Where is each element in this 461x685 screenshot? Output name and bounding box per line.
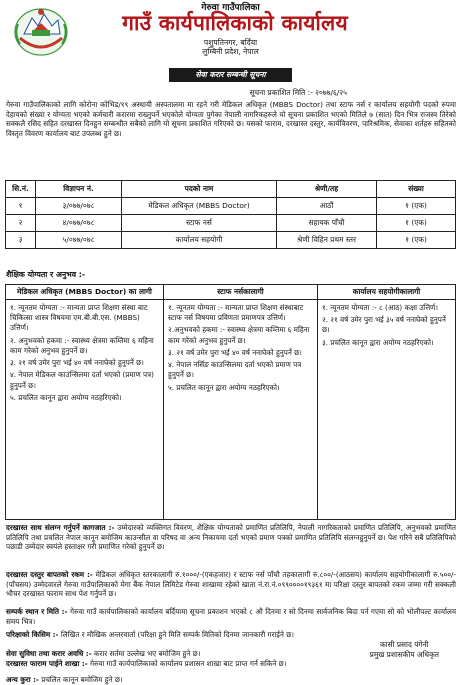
header-serial: सि.नं. — [6, 181, 36, 198]
list-item: ५. प्रचलित कानून द्वारा अयोग्य नठहरिएको। — [168, 382, 280, 392]
list-item: ३. २१ वर्ष उमेर पुरा भई ४० वर्ष ननाघेको हुनुपर्ने छ। — [10, 358, 144, 368]
office-title: गाउँ कार्यपालिकाको कार्यालय — [122, 11, 348, 35]
contact-section — [6, 607, 456, 626]
cell-ad-number: ४/०७७/०७८ — [36, 215, 122, 232]
list-item: ३. २१ वर्ष उमेर पुरा भई ४० वर्ष ननाघेको हुनुपर्ने छ। — [168, 347, 302, 357]
signatory-name: कासी प्रसाद पंगेनी — [379, 640, 429, 649]
gaupalika-name: गेरुवा गाउँपालिका — [201, 3, 260, 13]
table-row — [6, 215, 456, 232]
qualification-list — [164, 300, 317, 398]
publish-date: सूचना प्रकाशित मिति :- २०७७/६/२५ — [249, 88, 347, 97]
list-item: १. न्यूनतम योग्यता :- मान्यता प्राप्त शिक्षण संस्था बाट चिकित्सा शास्त्र विषयमा एम.बी.बी.एस. (MBBS) उत्तिर्ण। — [10, 303, 148, 333]
list-item: २.अनुभवको हकमा :- स्वास्थ्य क्षेत्रमा कम्तिमा ६ महिना काम गरेको अनुभव हुनुपर्ने छ। — [168, 325, 310, 345]
cell-serial: ३ — [6, 232, 36, 249]
qualification-column-office-assistant — [317, 285, 455, 519]
cell-count: १ (एक) — [377, 198, 456, 215]
other-text: प्रचलित कानून बमोजिम हुने छ। — [41, 675, 123, 684]
column-title: कार्यालय सहयोगीकालागी — [318, 285, 455, 300]
header-level: श्रेणी/तह — [277, 181, 377, 198]
duration-text: करार सर्तमा उल्लेख भए बमोजिम हुने छ। — [93, 649, 201, 658]
other-section — [6, 675, 276, 685]
signatory-designation: प्रमुख प्रशासकीय अधिकृत — [369, 650, 439, 660]
cell-post-name: कार्यालय सहयोगी — [122, 232, 277, 249]
cell-level: आठौं — [277, 198, 377, 215]
cell-serial: १ — [6, 198, 36, 215]
other-label: अन्य कुरा :- — [6, 675, 39, 684]
table-row — [6, 232, 456, 249]
fee-text: मेडिकल अधिकृत स्तरकालागी रु.१०००/-(एकहजार) र स्टाफ नर्स पाँचौ तहकालागी रु.८००/-(आठसय) कार्यालय सहयोगीकालागी रु.५००/- (पाँचसय) उम्मेदवारले गेरुवा गाउँपालिकाको मेगा बैंक नेपाल लिमिटेड गेरुवा शाखामा रहेको खाता नं.रा.नं.०९९००००१९३६१ मा परिक्षा दस्तुर बापतको रकम जम्मा गरी सक्कली भौचर दरखास्त फाराम साथ पेश गर्नुपर्ने छ। — [6, 570, 456, 599]
cell-count: १ (एक) — [377, 215, 456, 232]
address-line-2: लुम्बिनी प्रदेश, नेपाल — [202, 47, 259, 56]
fee-section — [6, 570, 456, 599]
header-ad-number: विज्ञापन नं. — [36, 181, 122, 198]
exam-type-section — [6, 630, 336, 640]
documents-label: दरखास्त साथ संलग्न गर्नुपर्ने कागजात :- — [6, 523, 115, 532]
intro-paragraph: गेरुवा गाउँपालिकाको लागि कोरोना कोभिड/१९ अस्थायी अस्पतालमा मा रहने गरी मेडिकल अधिकृत (MBBS Doctor) तथा स्टाफ नर्स र कार्यालय सहयोगी पदको रुपमा देहायको संख्या र योग्यता भएको कर्मचारी करारमा राख्नुपर्ने भएकोले योग्यता पुगेका नेपाली नागरिकहरुले यो सूचना प्रकाशित भएको मितिले ७ (सात) दिन भित्र राजस्व तिरेको सक्कलै रसिद सहित दरखास्त दिनहुन सम्बन्धीत सबैको लागि यो सूचना प्रकाशित गरिएको छ। यसको फाराम, दरखास्त दस्तुर, कार्यविवरण, पारिश्रमिक, सेवाका शर्तहरु सहितको विस्तृत विवरण कार्यालय बाट उपलब्ध हुने छ। — [6, 100, 456, 138]
cell-post-name: मेडिकल अधिकृत (MBBS Doctor) — [122, 198, 277, 215]
list-item: ४. नेपाल मेडिकल काउन्सिलमा दर्ता भएको (प्रमाण पत्र) हुनुपर्ने छ। — [10, 370, 154, 390]
exam-type-label: परिक्षाको किसिम :- — [6, 630, 59, 639]
qualification-column-doctor — [6, 285, 163, 519]
cell-post-name: स्टाफ नर्स — [122, 215, 277, 232]
documents-section — [6, 523, 456, 552]
table-header-row — [6, 181, 456, 198]
cell-ad-number: ५/०७७/०७८ — [36, 232, 122, 249]
duration-label: सेवा सुविधा तथा करार अवधि :- — [6, 649, 92, 658]
address-line-1: पशुपतिनगर, बर्दिया — [203, 38, 258, 47]
list-item: २. २१ वर्ष उमेर पुरा भई ३५ वर्ष ननाघेको हुनुपर्ने छ। — [322, 315, 446, 335]
cell-count: १ (एक) — [377, 232, 456, 249]
qualification-list — [318, 300, 455, 353]
exam-type-text: लिखित र मौखिक अन्तरवार्ता (परिक्षा हुने मिति सम्पर्क मितिको दिनमा जानकारी गराईने छ। — [60, 630, 294, 639]
contact-text: गेरुवा गाउँ कार्यपालिकाको कार्यालय बर्दियामा सूचना प्रकाशन भएको ८ औ दिनमा र सो दिनमा सार्वजनिक बिदा पर्न गएमा सो को भोलीपल्ट कार्यालय समय भित्र। — [6, 607, 456, 626]
duration-section — [6, 649, 276, 659]
qualification-column-nurse — [163, 285, 317, 519]
documents-text: उम्मेदारको व्यक्तिगत विवरण, शैक्षिक योग्यताको प्रमाणित प्रतिलिपि, नेपाली नागरिकताको प्रमाणित प्रतिलिपि, अनुभवको प्रमाणित प्रतिलिपि तथा प्रचलित नेपाल कानून बमोजिम काउन्सील वा परिषद वा अन्य निकायमा दर्ता भएको प्रमाण पत्रको प्रमाणित प्रतिलिपि संलग्नहुनुपर्ने छ। पेश गरिने सबै प्रतिलिपिको पछाडी उम्मेदार स्वयंले हस्ताक्षर गरी प्रमाणित गरेको हुनुपर्ने छ। — [6, 523, 456, 552]
contact-label: सम्पर्क स्थान र मिति :- — [6, 607, 68, 616]
list-item: ३. प्रचलित कानून द्वारा अयोग्य नठहरिएको। — [322, 337, 434, 347]
column-title: स्टाफ नर्सकालागी — [164, 285, 317, 300]
list-item: १. न्यूनतम योग्यता :- मान्यता प्राप्त शिक्षण संस्थाबाट स्टाफ नर्स विषयमा प्रविणता प्रमाणपत्र उत्तिर्ण। — [168, 303, 304, 323]
qualification-heading: शैक्षिक योग्यता र अनुभव :- — [6, 270, 86, 279]
cell-level: सहायक पाँचौ — [277, 215, 377, 232]
notice-banner: सेवा करार सम्बन्धी सूचना — [169, 68, 292, 82]
posts-table — [5, 180, 456, 249]
cell-serial: २ — [6, 215, 36, 232]
column-title: मेडिकल अधिकृत (MBBS Doctor) का लागी — [6, 285, 163, 300]
table-row — [6, 198, 456, 215]
signature-block — [370, 640, 439, 661]
list-item: ५. प्रचलित कानून द्वारा अयोग्य नठहरिएको। — [10, 392, 122, 402]
list-item: १. न्यूनतम योग्यता :- ८ (आठ) कक्षा उत्तिर्ण। — [322, 303, 438, 312]
list-item: २. अनुभवको हकमा :- स्वास्थ्य क्षेत्रमा कम्तिमा ६ महिना काम गरेको अनुभव हुनुपर्ने छ। — [10, 335, 154, 355]
list-item: ४. नेपाल नर्सिङ काउन्सिलमा दर्ता भएको प्रमाण पत्र हुनुपर्ने छ। — [168, 360, 302, 380]
form-source-label: दरखास्त फाराम पाईने शाखा :- — [6, 659, 88, 668]
qualification-box — [5, 284, 456, 520]
cell-level: श्रेणी विहिन प्रथम स्तर — [277, 232, 377, 249]
form-source-section — [6, 659, 296, 669]
qualification-list — [6, 300, 163, 408]
form-source-text: गेरुवा गाउँ कार्यपालिकाको कार्यालय प्रशासन शाखा बाट प्राप्त गर्न सकिने छ। — [90, 659, 287, 668]
header-count: संख्या — [377, 181, 456, 198]
header-post-name: पदको नाम — [122, 181, 277, 198]
cell-ad-number: ३/०७७/०७८ — [36, 198, 122, 215]
fee-label: दरखास्त दस्तुर बापतको रकम :- — [6, 570, 93, 579]
